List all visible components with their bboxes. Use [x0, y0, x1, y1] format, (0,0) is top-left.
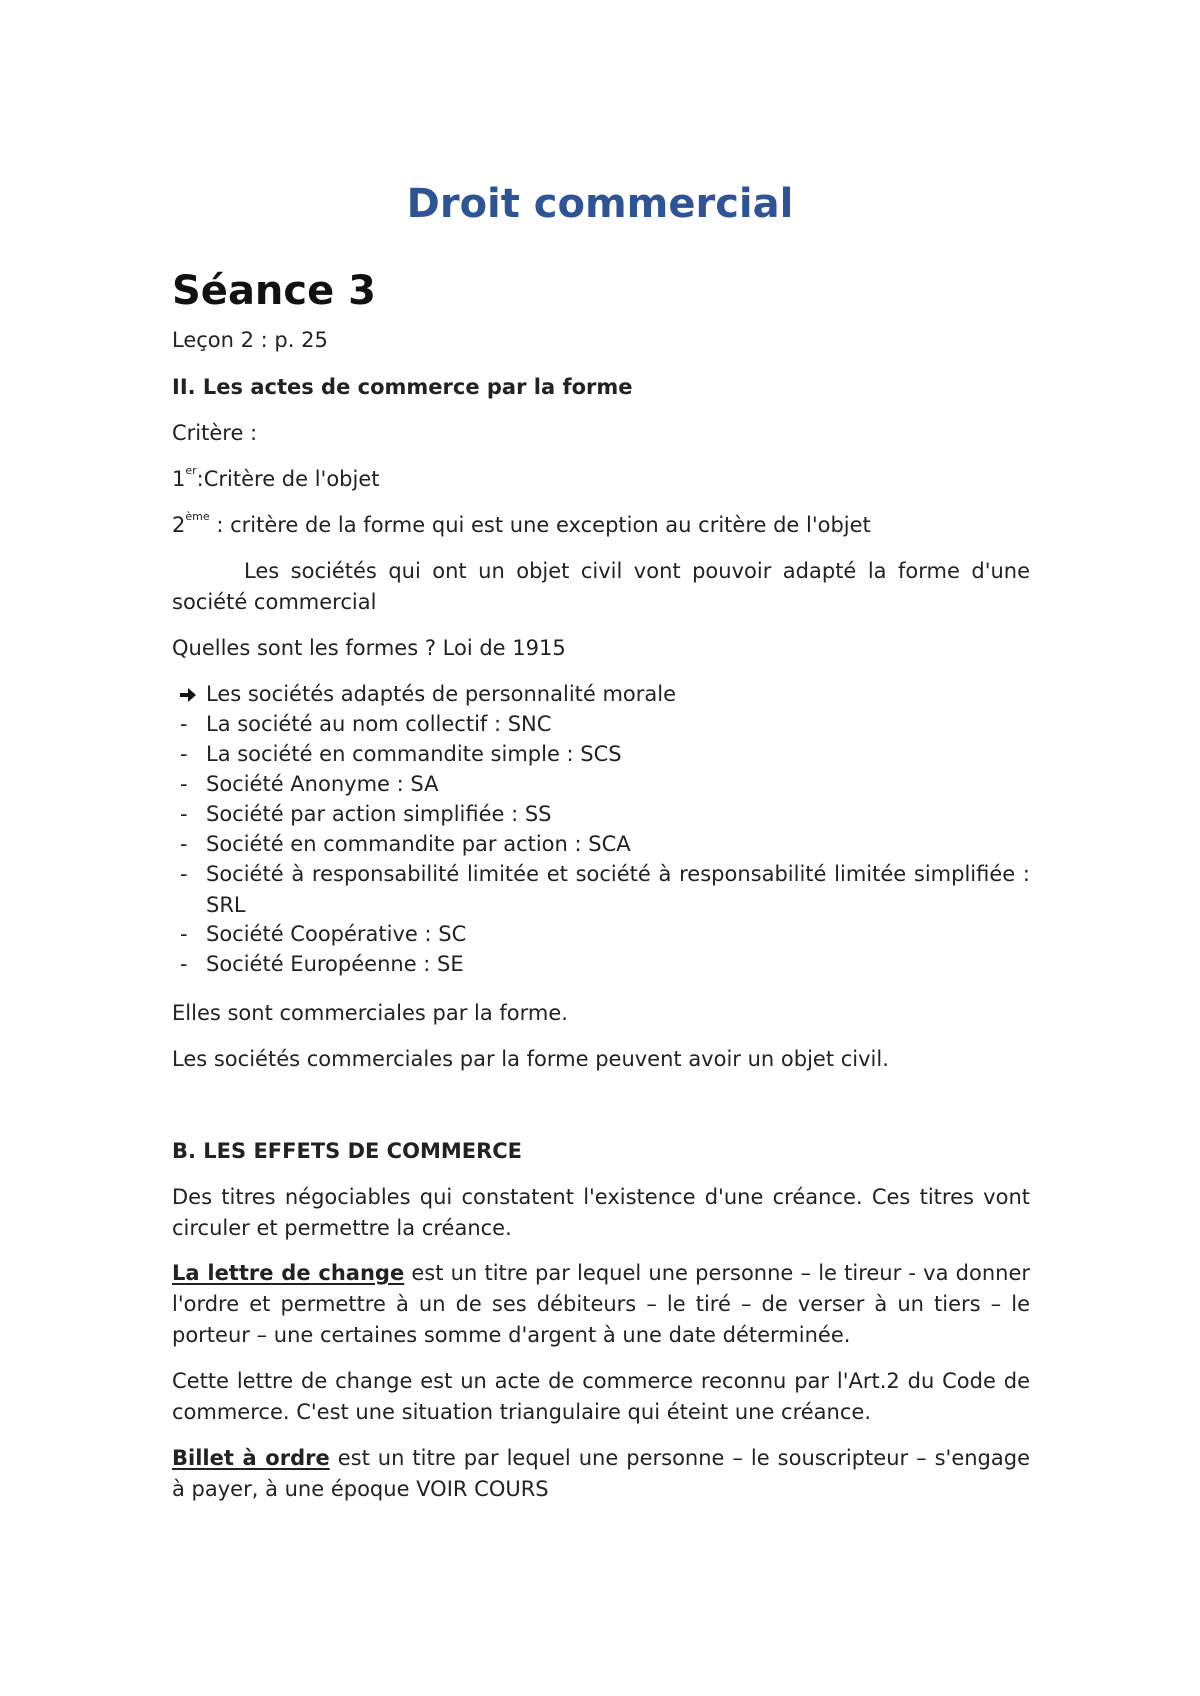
list-item [180, 949, 464, 980]
list-item [180, 829, 631, 860]
forms-question: Quelles sont les formes ? Loi de 1915 [172, 636, 566, 660]
session-heading: Séance 3 [172, 268, 377, 314]
after-list-sentence: Elles sont commerciales par la forme. [172, 1001, 568, 1025]
criterion-second-number: 2 [172, 513, 186, 537]
dash-bullet: - [180, 772, 188, 796]
indented-paragraph: Les sociétés qui ont un objet civil vont pouvoir adapté la forme d'une société commercial [172, 559, 1030, 614]
dash-bullet: - [180, 802, 188, 826]
section-title: II. Les actes de commerce par la forme [172, 375, 633, 399]
criterion-first-superscript: er [185, 464, 197, 477]
document-title: Droit commercial [406, 181, 794, 227]
list-item-text: Société Anonyme : SA [206, 772, 439, 796]
list-item [180, 739, 622, 770]
list-item [180, 859, 1030, 921]
list-item-text: La société en commandite simple : SCS [206, 742, 622, 766]
dash-bullet: - [180, 952, 188, 976]
list-item-text: Les sociétés adaptés de personnalité morale [206, 682, 677, 706]
list-item [180, 919, 467, 950]
dash-bullet: - [180, 712, 188, 736]
after-list-sentence: Les sociétés commerciales par la forme peuvent avoir un objet civil. [172, 1047, 889, 1071]
criterion-second-text: : critère de la forme qui est une exception au critère de l'objet [209, 513, 871, 537]
list-item [180, 769, 439, 800]
lettre-de-change-paragraph [172, 1258, 1030, 1351]
list-item-text: Société Européenne : SE [206, 952, 464, 976]
dash-bullet: - [180, 862, 188, 886]
lettre-de-change-text: est un titre par lequel une personne – le tireur - va donner l'ordre et permettre à un de ses débiteurs – le tiré – de verser à un tiers – le porteur – une certaines somme d'argent à une date déterminée. [172, 1261, 1031, 1347]
billet-a-ordre-text: est un titre par lequel une personne – le souscripteur – s'engage à payer, à une époque VOIR COURS [172, 1446, 1030, 1501]
criterion-first-number: 1 [172, 467, 186, 491]
lesson-reference: Leçon 2 : p. 25 [172, 328, 328, 352]
list-item [180, 799, 552, 830]
section-b-title: B. LES EFFETS DE COMMERCE [172, 1139, 523, 1163]
dash-bullet: - [180, 742, 188, 766]
arrow-right-icon [178, 685, 198, 705]
criteria-label: Critère : [172, 421, 258, 445]
billet-a-ordre-term: Billet à ordre [172, 1446, 330, 1470]
dash-bullet: - [180, 832, 188, 856]
list-item [206, 679, 676, 710]
section-b-paragraph: Des titres négociables qui constatent l'existence d'une créance. Ces titres vont circuler et permettre la créance. [172, 1185, 1030, 1240]
list-item-text: Société à responsabilité limitée et société à responsabilité limitée simplifiée : SRL [206, 862, 1030, 917]
list-item-text: La société au nom collectif : SNC [206, 712, 552, 736]
criterion-second-superscript: ème [185, 510, 210, 523]
list-item-text: Société par action simplifiée : SS [206, 802, 552, 826]
lettre-de-change-term: La lettre de change [172, 1261, 405, 1285]
dash-bullet: - [180, 922, 188, 946]
criterion-first [172, 464, 380, 495]
list-item-text: Société Coopérative : SC [206, 922, 467, 946]
criterion-first-text: :Critère de l'objet [196, 467, 380, 491]
list-item [180, 709, 552, 740]
criterion-second [172, 510, 871, 541]
billet-a-ordre-paragraph [172, 1443, 1030, 1505]
list-item-text: Société en commandite par action : SCA [206, 832, 631, 856]
cette-lettre-paragraph: Cette lettre de change est un acte de commerce reconnu par l'Art.2 du Code de commerce. C'est une situation triangulaire qui éteint une créance. [172, 1369, 1030, 1424]
